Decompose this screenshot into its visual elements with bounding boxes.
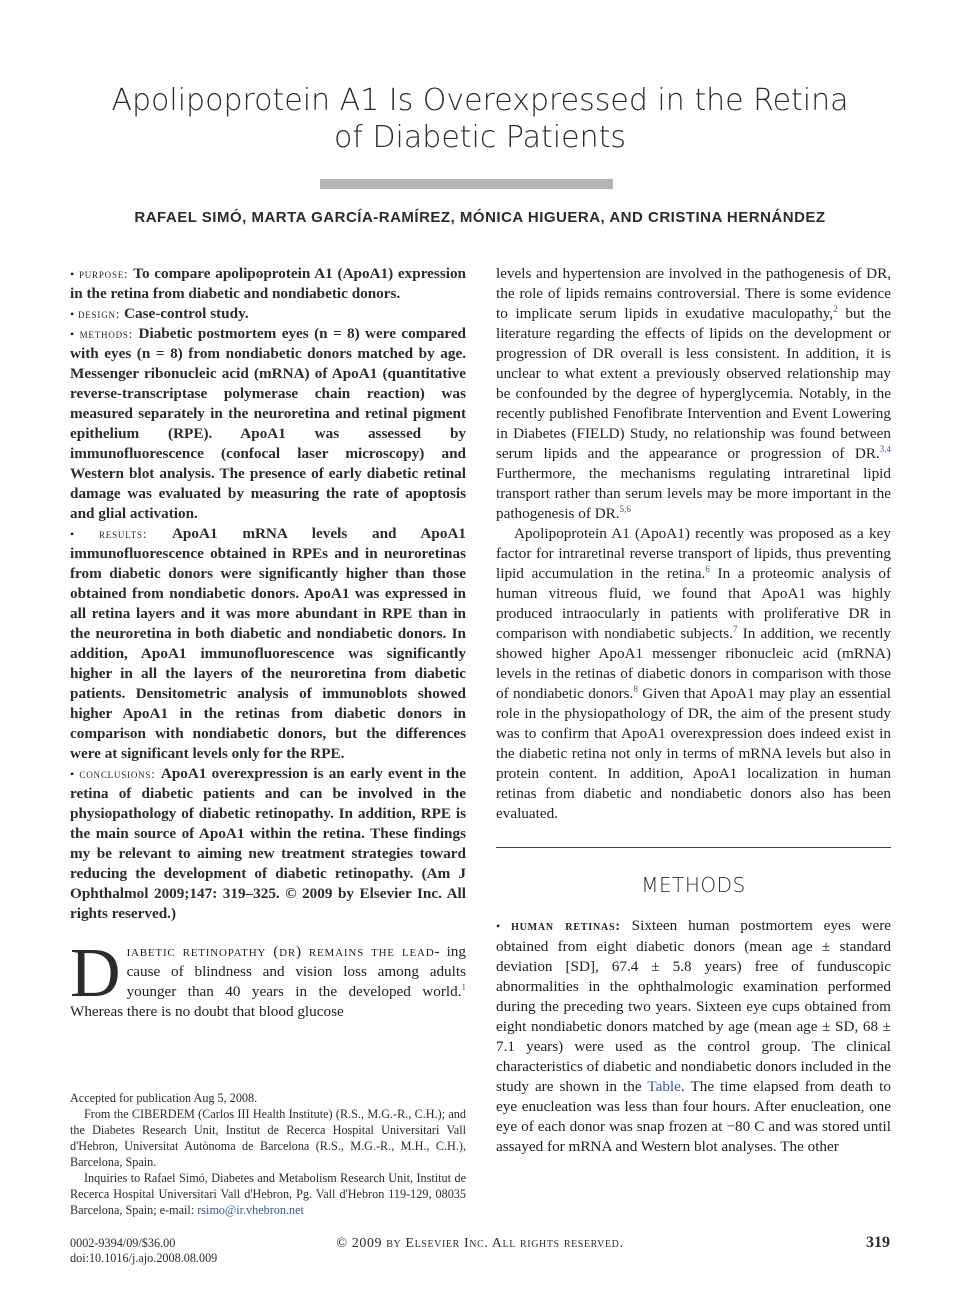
apoa1-paragraph [496,524,891,824]
email-link[interactable]: rsimo@ir.vhebron.net [197,1203,304,1217]
inquiries-note [70,1170,466,1218]
footnotes [70,1090,466,1218]
human-retinas-paragraph [496,916,891,1157]
left-column [70,264,466,1022]
abstract-methods [70,324,466,524]
results-text: ApoA1 mRNA levels and ApoA1 immunofluorescence obtained in RPEs and in neuroretinas from diabetic donors were significantly higher than those obtained from nondiabetic donors. ApoA1 was expressed in all retina layers and it was more abundant in RPE than in the neuroretina in both diabetic and nondiabetic donors. In addition, ApoA1 immunofluorescence was significantly higher in all the layers of the neuroretina from diabetic patients. Densitometric analysis of immunoblots showed higher ApoA1 in the retinas from diabetic donors in comparison with nondiabetic donors, but the differences were at significant levels only for the RPE. [70,525,467,762]
body-text: Apolipoprotein A1 (ApoA1) recently was proposed as a key factor for intraretinal reverse transport of lipids, thus preventing lipid accumulation in the retina. [496,525,891,582]
ref-link-6[interactable]: 6 [705,563,710,574]
purpose-label: purpose: [78,266,129,281]
body-text: In addition, we recently showed higher ApoA1 messenger ribonucleic acid (mRNA) levels in the retinas of diabetic donors in comparison with those of nondiabetic donors. [496,625,892,702]
purpose-text: To compare apolipoprotein A1 (ApoA1) expression in the retina from diabetic and nondiabetic donors. [70,265,466,302]
body-text: Given that ApoA1 may play an essential role in the physiopathology of DR, the aim of the present study was to confirm that ApoA1 overexpression does indeed exist in the diabetic retina not only in terms of mRNA levels but also in protein content. In addition, ApoA1 localization in human retinas from diabetic and nondiabetic donors also has been evaluated. [496,685,891,822]
conclusions-label: conclusions: [79,766,156,781]
footer-copyright: © 2009 by Elsevier Inc. All rights reserved. [336,1236,624,1251]
title-line-2: of Diabetic Patients [334,120,626,155]
intro-paragraph [70,935,466,1022]
ref-link-1[interactable]: 1 [461,981,466,992]
page-number: 319 [866,1234,890,1251]
abstract-conclusions [70,764,466,924]
abstract-citation: (Am J Ophthalmol 2009;147: 319–325. © 2009 by Elsevier Inc. All rights reserved.) [70,865,467,922]
table-link[interactable]: Table [647,1078,681,1095]
right-column [496,264,891,1157]
design-text: Case-control study. [124,305,249,322]
article-title [60,82,900,156]
ref-link-8[interactable]: 8 [633,683,638,694]
intro-continued-paragraph [496,264,891,524]
bullet-icon: • [70,327,75,341]
accepted-note: Accepted for publication Aug 5, 2008. [70,1091,258,1105]
abstract-purpose [70,264,466,304]
affiliation-note: From the CIBERDEM (Carlos III Health Institute) (R.S., M.G.-R., C.H.); and the Diabetes Research Unit, Institut de Recerca Hospital Universitari Vall d'Hebron, Universitat Autònoma de Barcelona (R.S., M.G.-R., M.H., C.H.), Barcelona, Spain. [70,1107,466,1169]
conclusions-text: ApoA1 overexpression is an early event in the retina of diabetic patients and can be involved in the physiopathology of diabetic retinopathy. In addition, RPE is the main source of ApoA1 within the retina. These findings my be relevant to aiming new treatment strategies toward reducing the development of diabetic retinopathy. [70,765,466,882]
ref-link-3-4[interactable]: 3,4 [879,443,891,454]
body-text: but the literature regarding the effects of lipids on the development or progression of DR overall is less consistent. In addition, it is unclear to what extent a previously observed relationship may be confounded by the degree of hyperglycemia. Notably, in the recently published Fenofibrate Intervention and Event Lowering in Diabetes (FIELD) Study, no relationship was found between serum lipids and the appearance or progression of DR. [496,305,891,462]
body-text: levels and hypertension are involved in the pathogenesis of DR, the role of lipids remains controversial. There is some evidence to implicate serum lipids in exudative maculopathy, [496,265,891,322]
footer-identifiers [70,1236,217,1266]
section-divider [496,847,891,848]
body-text: In a proteomic analysis of human vitreous fluid, we found that ApoA1 was highly produced intraocularly in patients with proliferative DR in comparison with nondiabetic subjects. [496,565,891,642]
ref-link-2[interactable]: 2 [833,303,838,314]
abstract-results [70,524,466,764]
drop-cap: D [70,935,121,1012]
doi: doi:10.1016/j.ajo.2008.08.009 [70,1251,218,1265]
ref-link-7[interactable]: 7 [732,623,738,634]
ref-link-5-6[interactable]: 5,6 [619,503,631,514]
body-text: Sixteen human postmortem eyes were obtained from eight diabetic donors (mean age ± standard deviation [SD], 67.4 ± 5.8 years) free of funduscopic abnormalities in the ophthalmologic examination performed during the preceding two years. Sixteen eye cups obtained from eight nondiabetic donors matched by age (mean age ± SD, 68 ± 7.1 years) were used as the control group. The clinical characteristics of diabetic and nondiabetic donors included in the study are shown in the [496,917,892,1095]
body-text: Furthermore, the mechanisms regulating intraretinal lipid transport rather than serum levels may be more important in the pathogenesis of DR. [496,465,891,522]
intro-text-2: Whereas there is no doubt that blood glucose [70,1003,344,1020]
intro-text-1: ing cause of blindness and vision loss among adults younger than 40 years in the developed world. [126,943,466,1000]
human-retinas-label: human retinas: [511,919,621,934]
abstract-design [70,304,466,324]
body-text: . The time elapsed from death to eye enucleation was less than four hours. After enucleation, one eye of each donor was snap frozen at −80 C and was stored until assayed for mRNA and Western blot analyses. The other [496,1078,891,1155]
methods-heading: METHODS [641,873,746,897]
methods-label: methods: [79,326,134,341]
results-label: results: [98,526,148,541]
author-list: RAFAEL SIMÓ, MARTA GARCÍA-RAMÍREZ, MÓNICA HIGUERA, AND CRISTINA HERNÁNDEZ [134,209,826,226]
design-label: design: [78,306,121,321]
methods-text: Diabetic postmortem eyes (n = 8) were compared with eyes (n = 8) from nondiabetic donors matched by age. Messenger ribonucleic acid (mRNA) of ApoA1 (quantitative reverse-transcriptase polymerase chain reaction) was measured separately in the neuroretina and retinal pigment epithelium (RPE). ApoA1 was assessed by immunofluorescence (confocal laser microscopy) and Western blot analysis. The presence of early diabetic retinal damage was evaluated by measuring the rate of apoptosis and glial activation. [70,325,467,522]
abstract [70,264,466,924]
bullet-icon: • [70,767,75,781]
intro-first-words: iabetic retinopathy (dr) remains the lead- [126,943,441,960]
inquiries-text: Inquiries to Rafael Simó, Diabetes and Metabolism Research Unit, Institut de Recerca Hospital Universitari Vall d'Hebron, Pg. Vall d'Hebron 119-129, 08035 Barcelona, Spain; e-mail: [70,1171,466,1217]
bullet-icon: • [496,919,501,933]
bullet-icon: • [70,527,75,541]
issn: 0002-9394/09/$36.00 [70,1236,176,1250]
bullet-icon: • [70,307,75,321]
bullet-icon: • [70,267,75,281]
title-line-1: Apolipoprotein A1 Is Overexpressed in the Retina [111,83,849,118]
title-divider-bar [320,179,613,189]
